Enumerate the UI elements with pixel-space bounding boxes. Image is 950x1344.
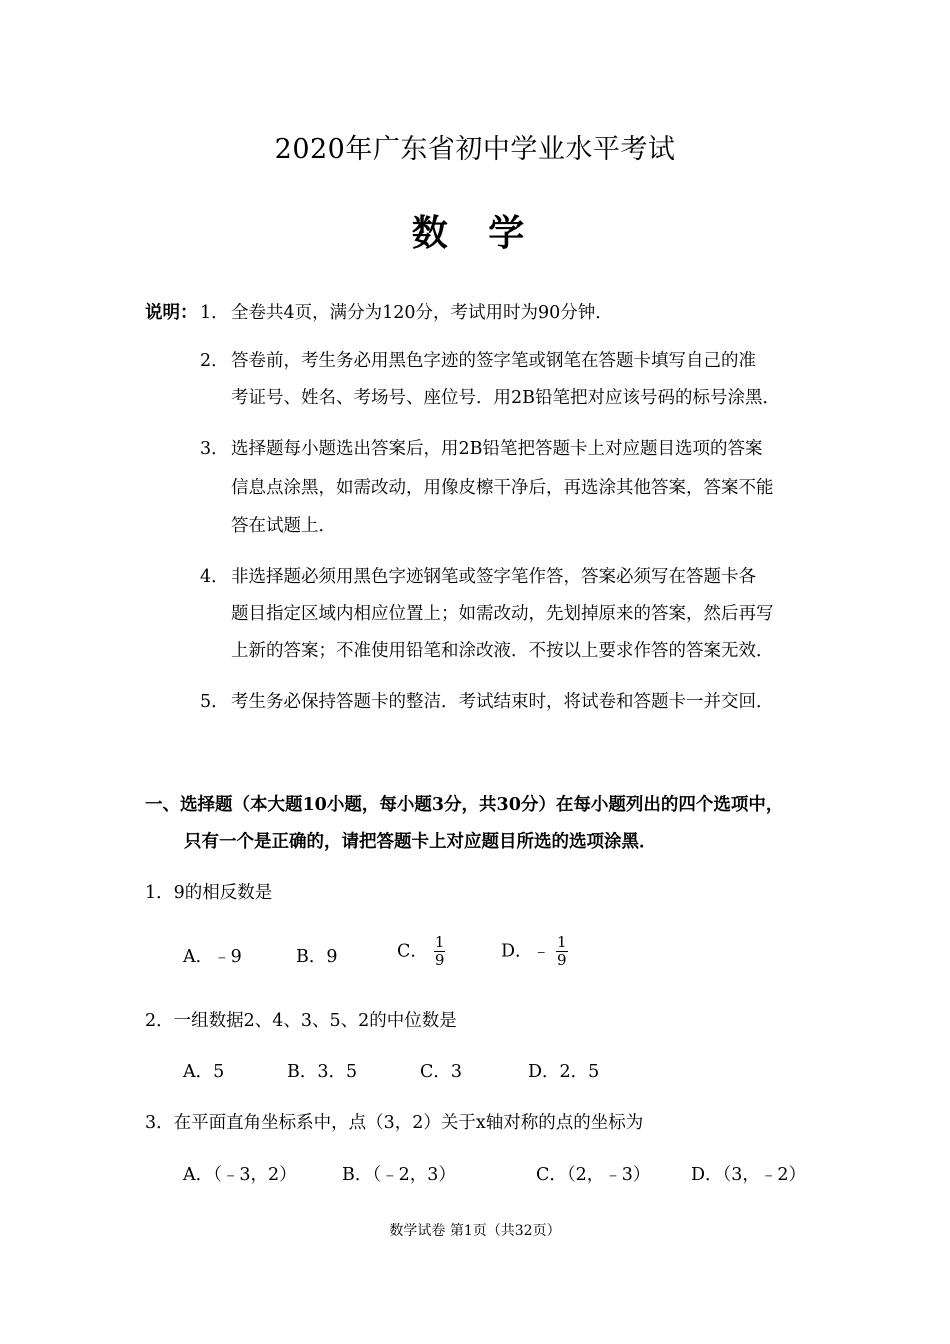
question-3-option-d: D．（3，﹣2） (691, 1165, 807, 1185)
section-1-heading-line-2: 只有一个是正确的，请把答题卡上对应题目所选的选项涂黑． (184, 832, 657, 852)
question-2-option-d: D．2．5 (528, 1062, 600, 1082)
instruction-3-line-2: 信息点涂黑，如需改动，用像皮檫干净后，再选涂其他答案，答案不能 (231, 478, 774, 498)
question-3-option-b: B．（﹣2，3） (342, 1165, 456, 1185)
instruction-5-number: 5． (200, 692, 229, 712)
subject-title: 数 学 (411, 212, 539, 254)
fraction-denominator: 9 (434, 951, 445, 969)
question-1-option-b: B．9 (296, 947, 338, 967)
instruction-4-line-1: 非选择题必须用黑色字迹钢笔或签字笔作答，答案必须写在答题卡各 (231, 567, 756, 587)
page-footer: 数学试卷 第1页（共32页） (389, 1223, 561, 1239)
question-2-option-b: B．3．5 (287, 1062, 358, 1082)
question-1-option-c-label: C． (397, 941, 428, 962)
instruction-4-line-3: 上新的答案；不准使用铅笔和涂改液．不按以上要求作答的答案无效． (231, 641, 774, 661)
instruction-3-line-1: 选择题每小题选出答案后，用2B铅笔把答题卡上对应题目选项的答案 (231, 439, 763, 459)
question-1-option-c (397, 934, 445, 969)
question-3-stem: 3．在平面直角坐标系中，点（3，2）关于x轴对称的点的坐标为 (145, 1113, 644, 1133)
instruction-4-number: 4． (200, 567, 229, 587)
instructions-label: 说明： (145, 303, 198, 323)
question-3-option-a: A．（﹣3，2） (183, 1165, 297, 1185)
instruction-1-line-1: 全卷共4页，满分为120分，考试用时为90分钟． (231, 303, 613, 323)
section-1-heading-line-1: 一、选择题（本大题10小题，每小题3分，共30分）在每小题列出的四个选项中， (145, 795, 784, 815)
instruction-2-number: 2． (200, 351, 229, 371)
exam-title: 2020年广东省初中学业水平考试 (274, 134, 676, 165)
instruction-5-line-1: 考生务必保持答题卡的整洁．考试结束时，将试卷和答题卡一并交回． (231, 692, 774, 712)
fraction-numerator: 1 (557, 933, 567, 951)
question-2-option-c: C．3 (420, 1062, 463, 1082)
question-1-option-c-fraction (434, 934, 446, 969)
question-3-option-c: C．（2，﹣3） (536, 1165, 651, 1185)
question-1-option-d (501, 934, 568, 969)
fraction-numerator: 1 (434, 933, 445, 951)
question-1-option-d-fraction (556, 934, 568, 969)
instruction-2-line-2: 考证号、姓名、考场号、座位号．用2B铅笔把对应该号码的标号涂黑． (231, 388, 780, 408)
question-2-stem: 2．一组数据2、4、3、5、2的中位数是 (145, 1011, 457, 1031)
instruction-3-line-3: 答在试题上． (231, 516, 336, 536)
question-1-option-d-label: D．﹣ (501, 941, 551, 962)
question-2-option-a: A．5 (183, 1062, 225, 1082)
instruction-3-number: 3． (200, 439, 229, 459)
instruction-4-line-2: 题目指定区域内相应位置上；如需改动，先划掉原来的答案，然后再写 (231, 604, 774, 624)
question-1-stem: 1．9的相反数是 (145, 883, 273, 903)
instruction-2-line-1: 答卷前，考生务必用黑色字迹的签字笔或钢笔在答题卡填写自己的准 (231, 351, 756, 371)
question-1-option-a: A．﹣9 (183, 947, 242, 967)
instruction-1-number: 1． (200, 303, 229, 323)
fraction-denominator: 9 (557, 951, 567, 969)
